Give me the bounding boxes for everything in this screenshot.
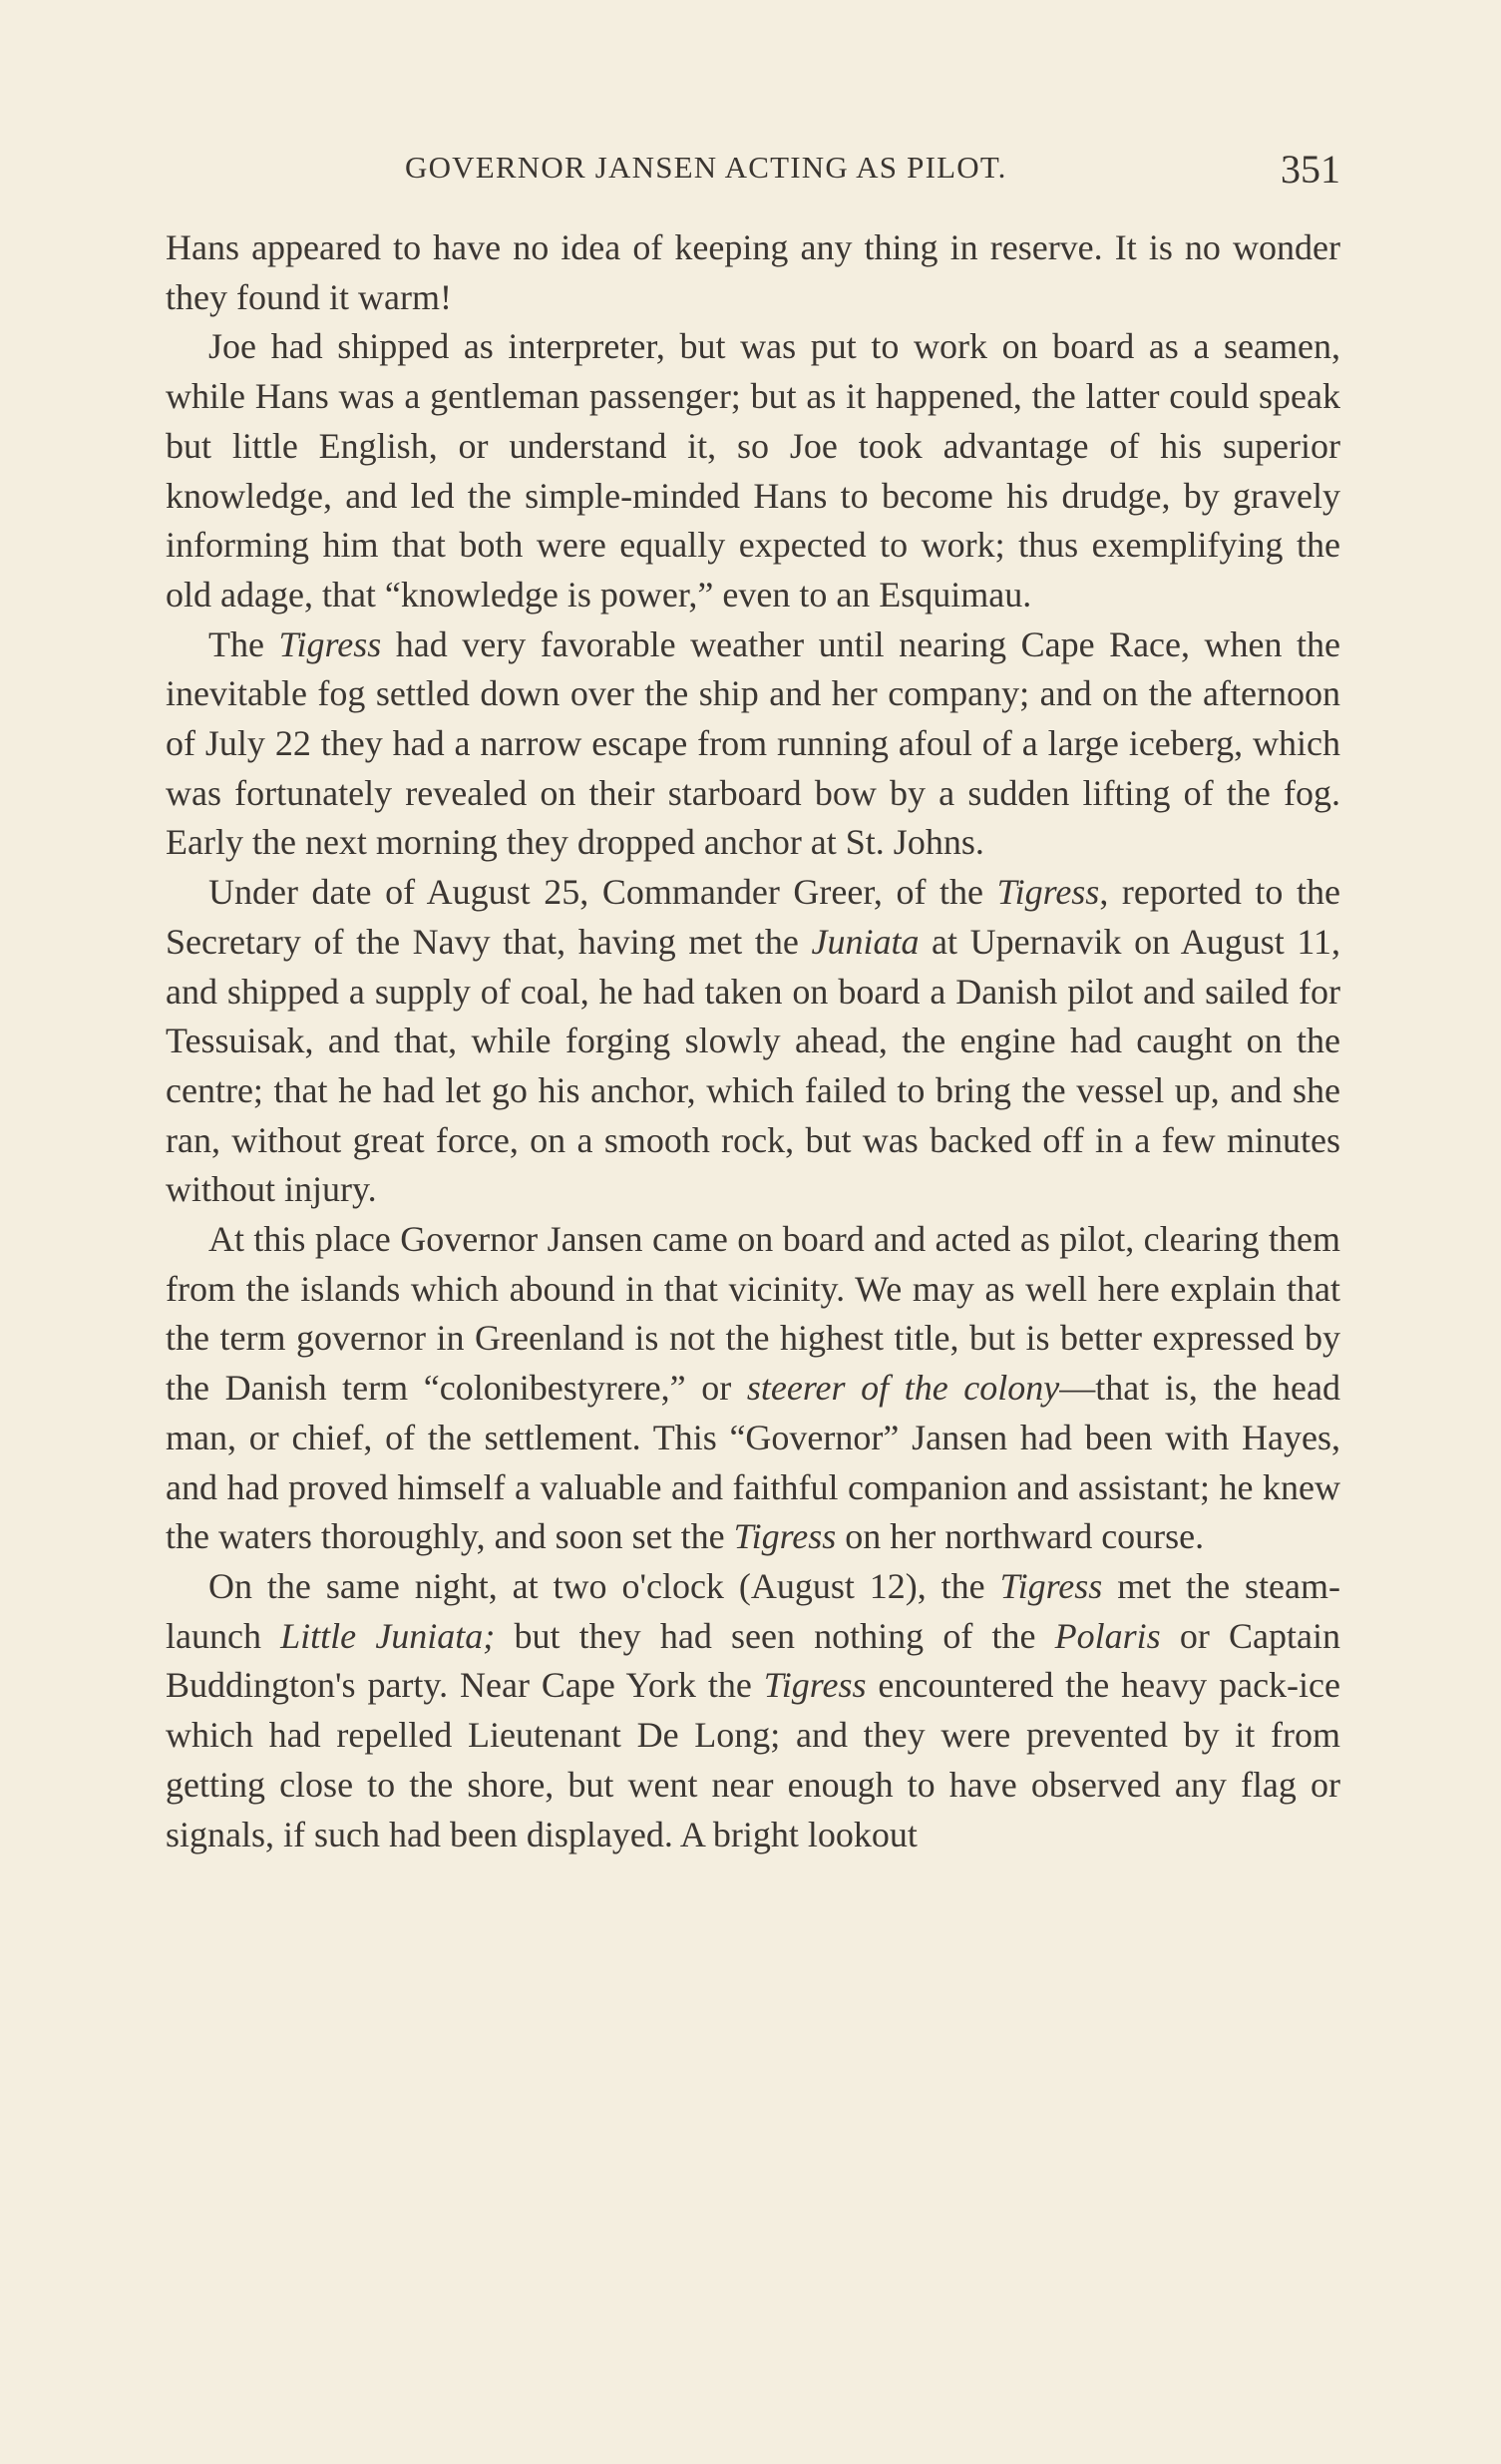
italic-text-segment: Tigress <box>996 872 1100 913</box>
body-text <box>166 223 1340 1859</box>
text-segment: on her northward course. <box>836 1516 1205 1557</box>
paragraph <box>166 620 1340 869</box>
text-segment: encountered the heavy pack-ice which had repelled Lieutenant De Long; and they were prevented by it from getting close to the shore, but went near enough to have observed any flag or signals, if such had been displayed. A bright lookout <box>166 1665 1340 1854</box>
text-segment: Under date of August 25, Commander Greer, of the <box>208 872 997 913</box>
text-segment: but they had seen nothing of the <box>495 1615 1055 1656</box>
text-segment: At this place Governor Jansen came on board and acted as pilot, clearing them from the islands which abound in that vicinity. We may as well here explain that the term governor in Greenland is not the highest title, but is better expressed by the Danish term “colonibestyrere,” or <box>166 1219 1340 1409</box>
text-segment: The <box>208 623 279 664</box>
text-segment: Joe had shipped as interpreter, but was put to work on board as a seamen, while Hans was a gentleman passenger; but as it happened, the latter could speak but little English, or understand it, so Joe took advantage of his superior knowledge, and led the simple-minded Hans to become his drudge, by gravely informing him that both were equally expected to work; thus exemplifying the old adage, that “knowledge is power,” even to an Esquimau. <box>166 326 1340 615</box>
paragraph <box>166 1215 1340 1562</box>
paragraph <box>166 1562 1340 1859</box>
text-segment: On the same night, at two o'clock (August 12), the <box>208 1565 1000 1606</box>
text-segment: or Captain Buddington's party. Near Cape York the <box>166 1615 1340 1706</box>
paragraph <box>166 322 1340 619</box>
italic-text-segment: Little Juniata; <box>280 1615 496 1656</box>
text-segment: had very favorable weather until nearing Cape Race, when the inevitable fog settled down over the ship and her company; and on the afternoon of July 22 they had a narrow escape from running afoul of a large iceberg, which was fortunately revealed on their starboard bow by a sudden lifting of the fog. Early the next morning they dropped anchor at St. Johns. <box>166 623 1341 863</box>
text-segment: —that is, the head man, or chief, of the settlement. This “Governor” Jansen had been with Hayes, and had proved himself a valuable and faithful companion and assistant; he knew the waters thoroughly, and soon set the <box>166 1368 1341 1557</box>
italic-text-segment: Juniata <box>811 921 920 962</box>
paragraph <box>166 868 1340 1215</box>
italic-text-segment: Tigress <box>763 1665 867 1706</box>
text-segment: at Upernavik on August 11, and shipped a supply of coal, he had taken on board a Danish pilot and sailed for Tessuisak, and that, while forging slowly ahead, the engine had caught on the centre; that he had let go his anchor, which failed to bring the vessel up, and she ran, without great force, on a smooth rock, but was backed off in a few minutes without injury. <box>166 921 1340 1210</box>
running-title: GOVERNOR JANSEN ACTING AS PILOT. <box>405 150 1007 185</box>
italic-text-segment: steerer of the colony <box>746 1368 1060 1409</box>
italic-text-segment: Tigress <box>999 1565 1103 1606</box>
page-number: 351 <box>1281 147 1340 192</box>
italic-text-segment: Tigress <box>733 1516 837 1557</box>
paragraph <box>166 223 1340 322</box>
italic-text-segment: Polaris <box>1054 1615 1161 1656</box>
text-segment: , reported to the Secretary of the Navy that, having met the <box>166 872 1340 962</box>
running-header <box>166 147 1340 200</box>
text-segment: met the steam-launch <box>166 1565 1341 1656</box>
italic-text-segment: Tigress <box>278 623 382 664</box>
text-segment: Hans appeared to have no idea of keeping any thing in reserve. It is no wonder they found it warm! <box>166 227 1340 317</box>
